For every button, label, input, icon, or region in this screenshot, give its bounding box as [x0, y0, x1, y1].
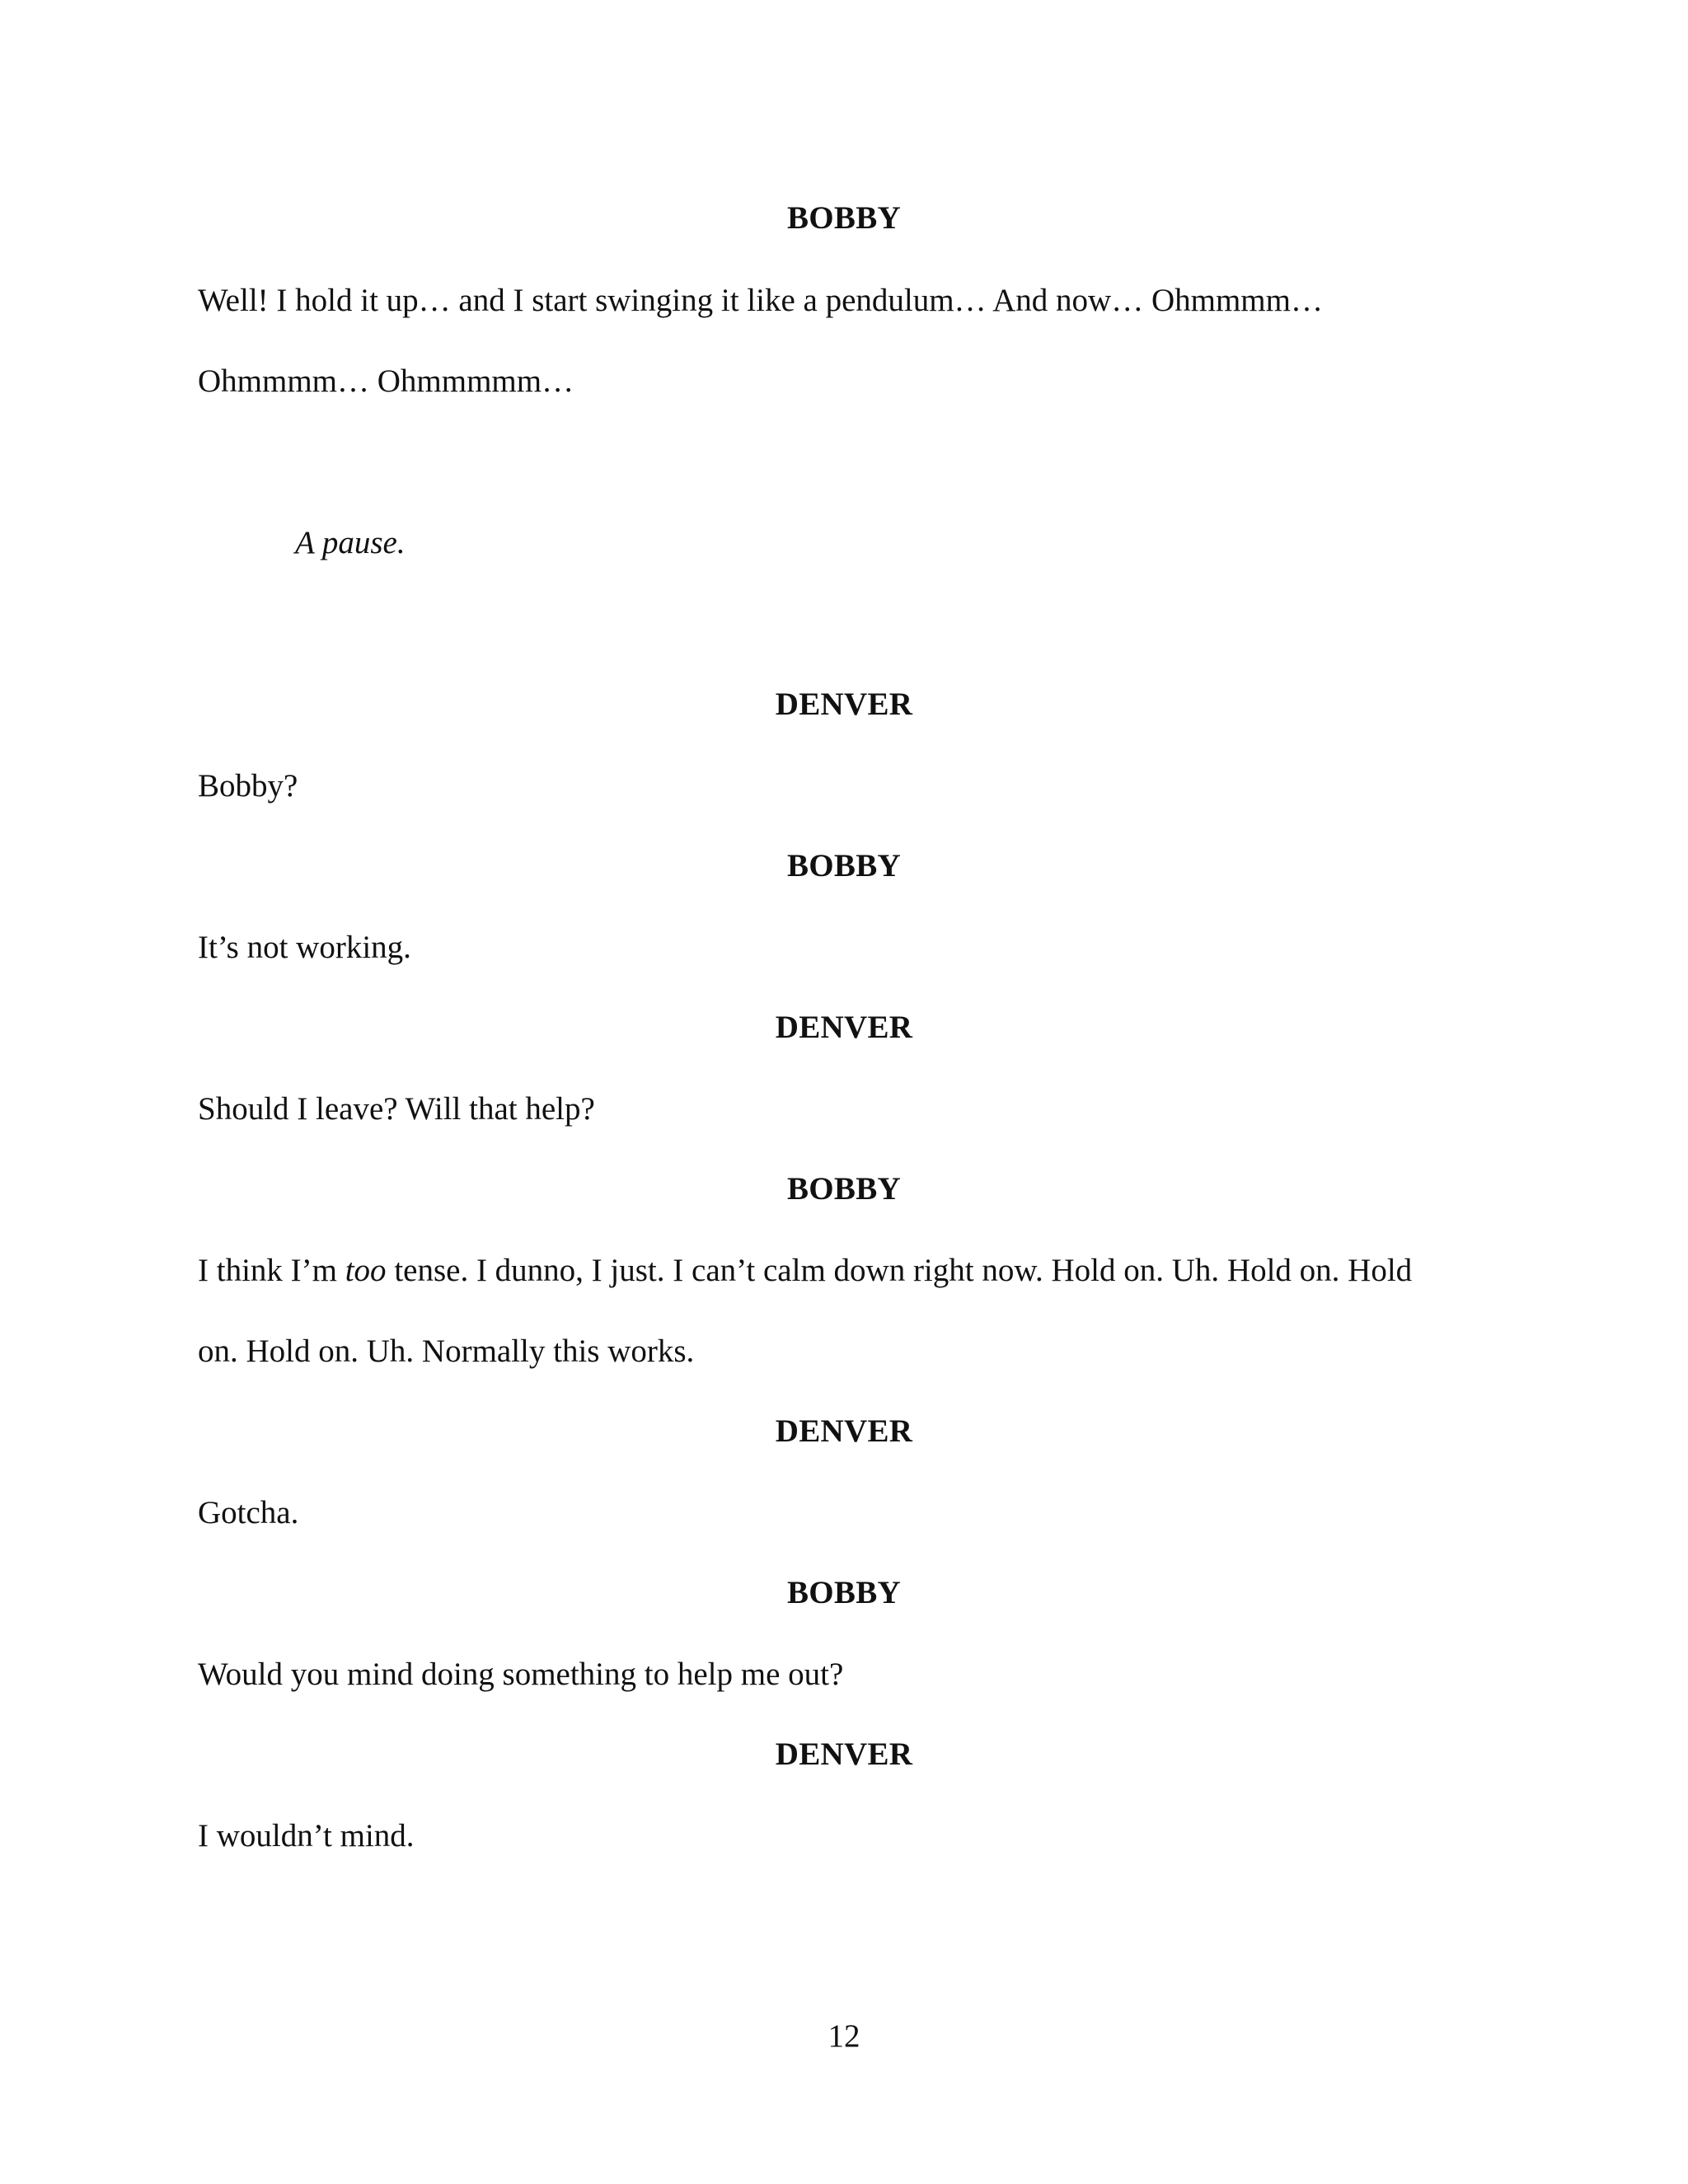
speaker-name: DENVER — [775, 1010, 913, 1045]
dialogue-line: Should I leave? Will that help? — [198, 1091, 595, 1127]
dialogue-line: It’s not working. — [198, 930, 411, 965]
speaker-name: DENVER — [775, 1413, 913, 1449]
dialogue-line: Bobby? — [198, 768, 298, 804]
emphasized-word: too — [345, 1253, 387, 1288]
dialogue-line — [198, 1250, 1500, 1291]
stage-direction: A pause. — [295, 525, 406, 560]
page-number: 12 — [828, 2018, 860, 2054]
speaker-name: BOBBY — [786, 1171, 902, 1207]
speaker-name: BOBBY — [786, 200, 902, 236]
speaker-name: BOBBY — [786, 848, 902, 883]
dialogue-line: Would you mind doing something to help me out? — [198, 1657, 844, 1692]
dialogue-line: on. Hold on. Uh. Normally this works. — [198, 1333, 695, 1369]
speaker-name: DENVER — [775, 687, 913, 722]
dialogue-line: Ohmmmm… Ohmmmmm… — [198, 363, 574, 399]
dialogue-text: I think I’m — [198, 1253, 345, 1288]
dialogue-line: Well! I hold it up… and I start swinging it like a pendulum… And now… Ohmmmm… — [198, 283, 1323, 318]
speaker-name: DENVER — [775, 1736, 913, 1772]
dialogue-line: I wouldn’t mind. — [198, 1818, 415, 1854]
dialogue-text: tense. I dunno, I just. I can’t calm down right now. Hold on. Uh. Hold on. Hold — [386, 1253, 1413, 1288]
dialogue-line: Gotcha. — [198, 1495, 299, 1530]
speaker-name: BOBBY — [786, 1575, 902, 1610]
